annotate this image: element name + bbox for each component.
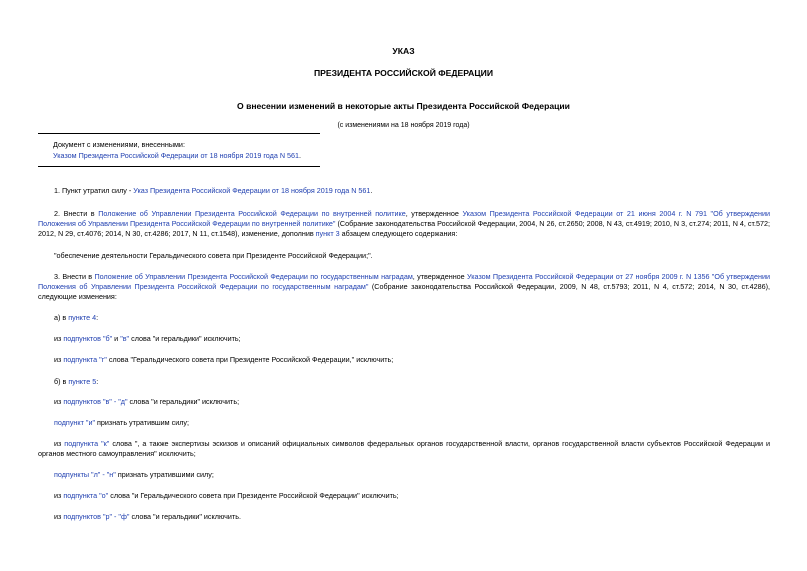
edition-note: (с изменениями на 18 ноября 2019 года) bbox=[337, 122, 470, 129]
amendments-line bbox=[53, 151, 301, 161]
amendments-end: . bbox=[299, 151, 302, 160]
issuer-heading: ПРЕЗИДЕНТА РОССИЙСКОЙ ФЕДЕРАЦИИ bbox=[313, 68, 494, 78]
p3-regulation-link[interactable]: Положение об Управлении Президента Российской Федерации по государственным наградам bbox=[94, 272, 413, 281]
pb4-link[interactable]: подпункты "л" - "н" bbox=[54, 470, 116, 479]
p3-text-b: , утвержденное bbox=[412, 272, 467, 281]
pb-end: : bbox=[96, 377, 99, 386]
pa1-text-a: из bbox=[54, 334, 64, 343]
amending-decree-link[interactable]: Указом Президента Российской Федерации от 18 ноября 2019 года N 561 bbox=[53, 151, 300, 160]
document-title: О внесении изменений в некоторые акты Президента Российской Федерации bbox=[237, 101, 570, 111]
subparagraph-b-3 bbox=[38, 439, 770, 459]
pb3-text-b: слова ", а также экспертизы эскизов и описаний официальных символов федеральных органов государственной власти, органов государственной власти субъектов Российской Федерации и органов местного самоуправления" исключить; bbox=[38, 439, 770, 458]
paragraph-1 bbox=[38, 186, 770, 196]
pb3-link[interactable]: подпункта "к" bbox=[64, 439, 110, 448]
doc-type-heading: УКАЗ bbox=[392, 46, 415, 56]
p2-text-c: (Собрание законодательства Российской Федерации, 2004, N 26, ст.2650; 2008, N 43, ст.4919; 2010, N 3, ст.274; 2011, N 4, ст.572; 2012, N 29, ст.4076; 2014, N 30, ст.4286; 2017, N 11, ст.1548), изменение, дополнив bbox=[38, 219, 770, 238]
p2-regulation-link[interactable]: Положение об Управлении Президента Российской Федерации по внутренней политике bbox=[98, 209, 406, 218]
p1-decree-link[interactable]: Указ Президента Российской Федерации от 18 ноября 2019 года N 561 bbox=[133, 186, 371, 195]
pa1-link-2[interactable]: "в" bbox=[120, 334, 130, 343]
pb2-link[interactable]: подпункт "и" bbox=[54, 418, 96, 427]
pb3-text-a: из bbox=[54, 439, 65, 448]
subparagraph-b bbox=[38, 377, 770, 387]
p3-decree-link[interactable]: Указом Президента Российской Федерации от 27 ноября 2009 г. N 1356 "Об утверждении Положения об Управлении Президента Российской Федерации по государственным наградам" bbox=[38, 272, 770, 291]
p3-text-c: (Собрание законодательства Российской Федерации, 2009, N 48, ст.5793; 2011, N 4, ст.572; 2014, N 30, ст.4286), следующие изменения: bbox=[38, 282, 771, 301]
paragraph-2-quote: "обеспечение деятельности Геральдического совета при Президенте Российской Федерации;". bbox=[54, 251, 373, 260]
p2-text-a: 2. Внести в bbox=[54, 209, 99, 218]
pb5-link[interactable]: подпункта "о" bbox=[63, 491, 109, 500]
subparagraph-a bbox=[38, 313, 770, 323]
pb6-text-a: из bbox=[54, 512, 64, 521]
pb-point-link[interactable]: пункте 5 bbox=[68, 377, 97, 386]
subparagraph-b-2 bbox=[38, 418, 770, 428]
pa1-text-b: и bbox=[112, 334, 121, 343]
subparagraph-a-1 bbox=[38, 334, 770, 344]
p2-text-b: , утвержденное bbox=[405, 209, 463, 218]
pa1-text-c: слова "и геральдики" исключить; bbox=[129, 334, 241, 343]
pb4-text: признать утратившими силу; bbox=[115, 470, 214, 479]
subparagraph-b-5 bbox=[38, 491, 770, 501]
p1-text: 1. Пункт утратил силу - bbox=[54, 186, 134, 195]
subparagraph-a-2 bbox=[38, 355, 770, 365]
amendments-label: Документ с изменениями, внесенными: bbox=[53, 140, 185, 149]
subparagraph-b-1 bbox=[38, 397, 770, 407]
paragraph-3 bbox=[38, 272, 770, 302]
pb1-link[interactable]: подпунктов "в" - "д" bbox=[63, 397, 128, 406]
pa2-link[interactable]: подпункта "г" bbox=[63, 355, 107, 364]
subparagraph-b-4 bbox=[38, 470, 770, 480]
pb6-text-b: слова "и геральдики" исключить. bbox=[129, 512, 241, 521]
pb1-text-a: из bbox=[54, 397, 64, 406]
pa-text: а) в bbox=[54, 313, 69, 322]
subparagraph-b-6 bbox=[38, 512, 770, 522]
pb5-text-a: из bbox=[54, 491, 64, 500]
p1-end: . bbox=[370, 186, 373, 195]
pb2-text: признать утратившим силу; bbox=[95, 418, 190, 427]
pb1-text-b: слова "и геральдики" исключить; bbox=[127, 397, 240, 406]
pa-end: : bbox=[96, 313, 99, 322]
pa2-text-b: слова "Геральдического совета при Президенте Российской Федерации," исключить; bbox=[106, 355, 394, 364]
amendments-box bbox=[38, 133, 320, 167]
paragraph-2 bbox=[38, 209, 770, 239]
p2-decree-link[interactable]: Указом Президента Российской Федерации от 21 июня 2004 г. N 791 "Об утверждении Положения об Управлении Президента Российской Федерации по внутренней политике" bbox=[38, 209, 770, 228]
p3-text-a: 3. Внести в bbox=[54, 272, 95, 281]
pb-text: б) в bbox=[54, 377, 69, 386]
p2-text-d: абзацем следующего содержания: bbox=[339, 229, 458, 238]
pa1-link-1[interactable]: подпунктов "б" bbox=[63, 334, 113, 343]
pb5-text-b: слова "и Геральдического совета при Президенте Российской Федерации" исключить; bbox=[108, 491, 399, 500]
pb6-link[interactable]: подпунктов "р" - "ф" bbox=[63, 512, 130, 521]
p2-point-link[interactable]: пункт 3 bbox=[315, 229, 340, 238]
pa-point-link[interactable]: пункте 4 bbox=[68, 313, 97, 322]
pa2-text-a: из bbox=[54, 355, 64, 364]
